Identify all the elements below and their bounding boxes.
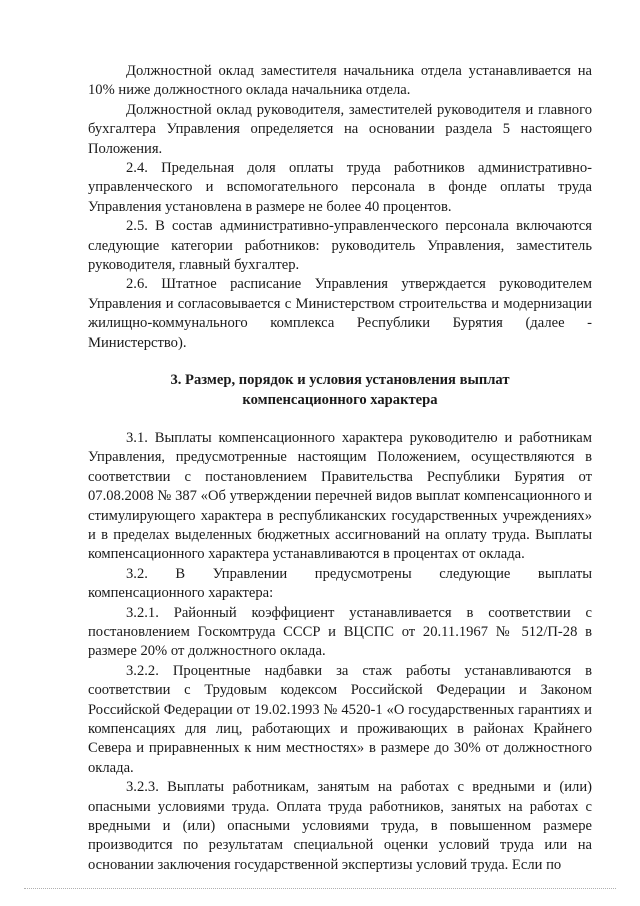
paragraph-3-2-3: 3.2.3. Выплаты работникам, занятым на работах с вредными и (или) опасными условиями труда. Оплата труда работников, занятых на работах с вредными и (или) опасными условиями труда, в повышенном размере производится по результатам специальной оценки условий труда или на основании заключения государственной экспертизы условий труда. Если по [88, 779, 592, 873]
section-heading-line-2: компенсационного характера [242, 391, 438, 408]
paragraph-3-2: 3.2. В Управлении предусмотрены следующие выплаты компенсационного характера: [88, 565, 592, 602]
paragraph-2-6: 2.6. Штатное расписание Управления утверждается руководителем Управления и согласовывается с Министерством строительства и модернизации жилищно-коммунального комплекса Республики Бурятия (далее - Министерство). [88, 276, 592, 351]
paragraph-3-2-2: 3.2.2. Процентные надбавки за стаж работы устанавливаются в соответствии с Трудовым кодексом Российской Федерации и Законом Российской Федерации от 19.02.1993 № 4520-1 «О государственных гарантиях и компенсациях для лиц, работающих и проживающих в районах Крайнего Севера и приравненных к ним местностях» в размере до 30% от должностного оклада. [88, 662, 592, 776]
footer-dotted-divider [24, 888, 616, 889]
paragraph-2-4: 2.4. Предельная доля оплаты труда работников административно-управленческого и вспомогательного персонала в фонде оплаты труда Управления установлена в размере не более 40 процентов. [88, 160, 592, 215]
paragraph-3-2-1: 3.2.1. Районный коэффициент устанавливается в соответствии с постановлением Госкомтруда СССР и ВЦСПС от 20.11.1967 № 512/П-28 в размере 20% от должностного оклада. [88, 604, 592, 660]
section-heading-3 [88, 371, 592, 410]
section-heading-line-1: 3. Размер, порядок и условия установления выплат [170, 372, 510, 389]
paragraph-3-1: 3.1. Выплаты компенсационного характера руководителю и работникам Управления, предусмотренные настоящим Положением, осуществляются в соответствии с постановлением Правительства Республики Бурятия от 07.08.2008 № 387 «Об утверждении перечней видов выплат компенсационного и стимулирующего характера в республиканских государственных учреждениях» и в пределах выделенных бюджетных ассигнований на оплату труда. Выплаты компенсационного характера устанавливаются в процентах от оклада. [88, 429, 592, 563]
document-page [88, 62, 592, 875]
paragraph-head-salary: Должностной оклад руководителя, заместителей руководителя и главного бухгалтера Управления определяется на основании раздела 5 настоящего Положения. [88, 101, 592, 157]
paragraph-deputy-salary: Должностной оклад заместителя начальника отдела устанавливается на 10% ниже должностного оклада начальника отдела. [88, 63, 592, 99]
paragraph-2-5: 2.5. В состав административно-управленческого персонала включаются следующие категории работников: руководитель Управления, заместитель руководителя, главный бухгалтер. [88, 218, 592, 274]
